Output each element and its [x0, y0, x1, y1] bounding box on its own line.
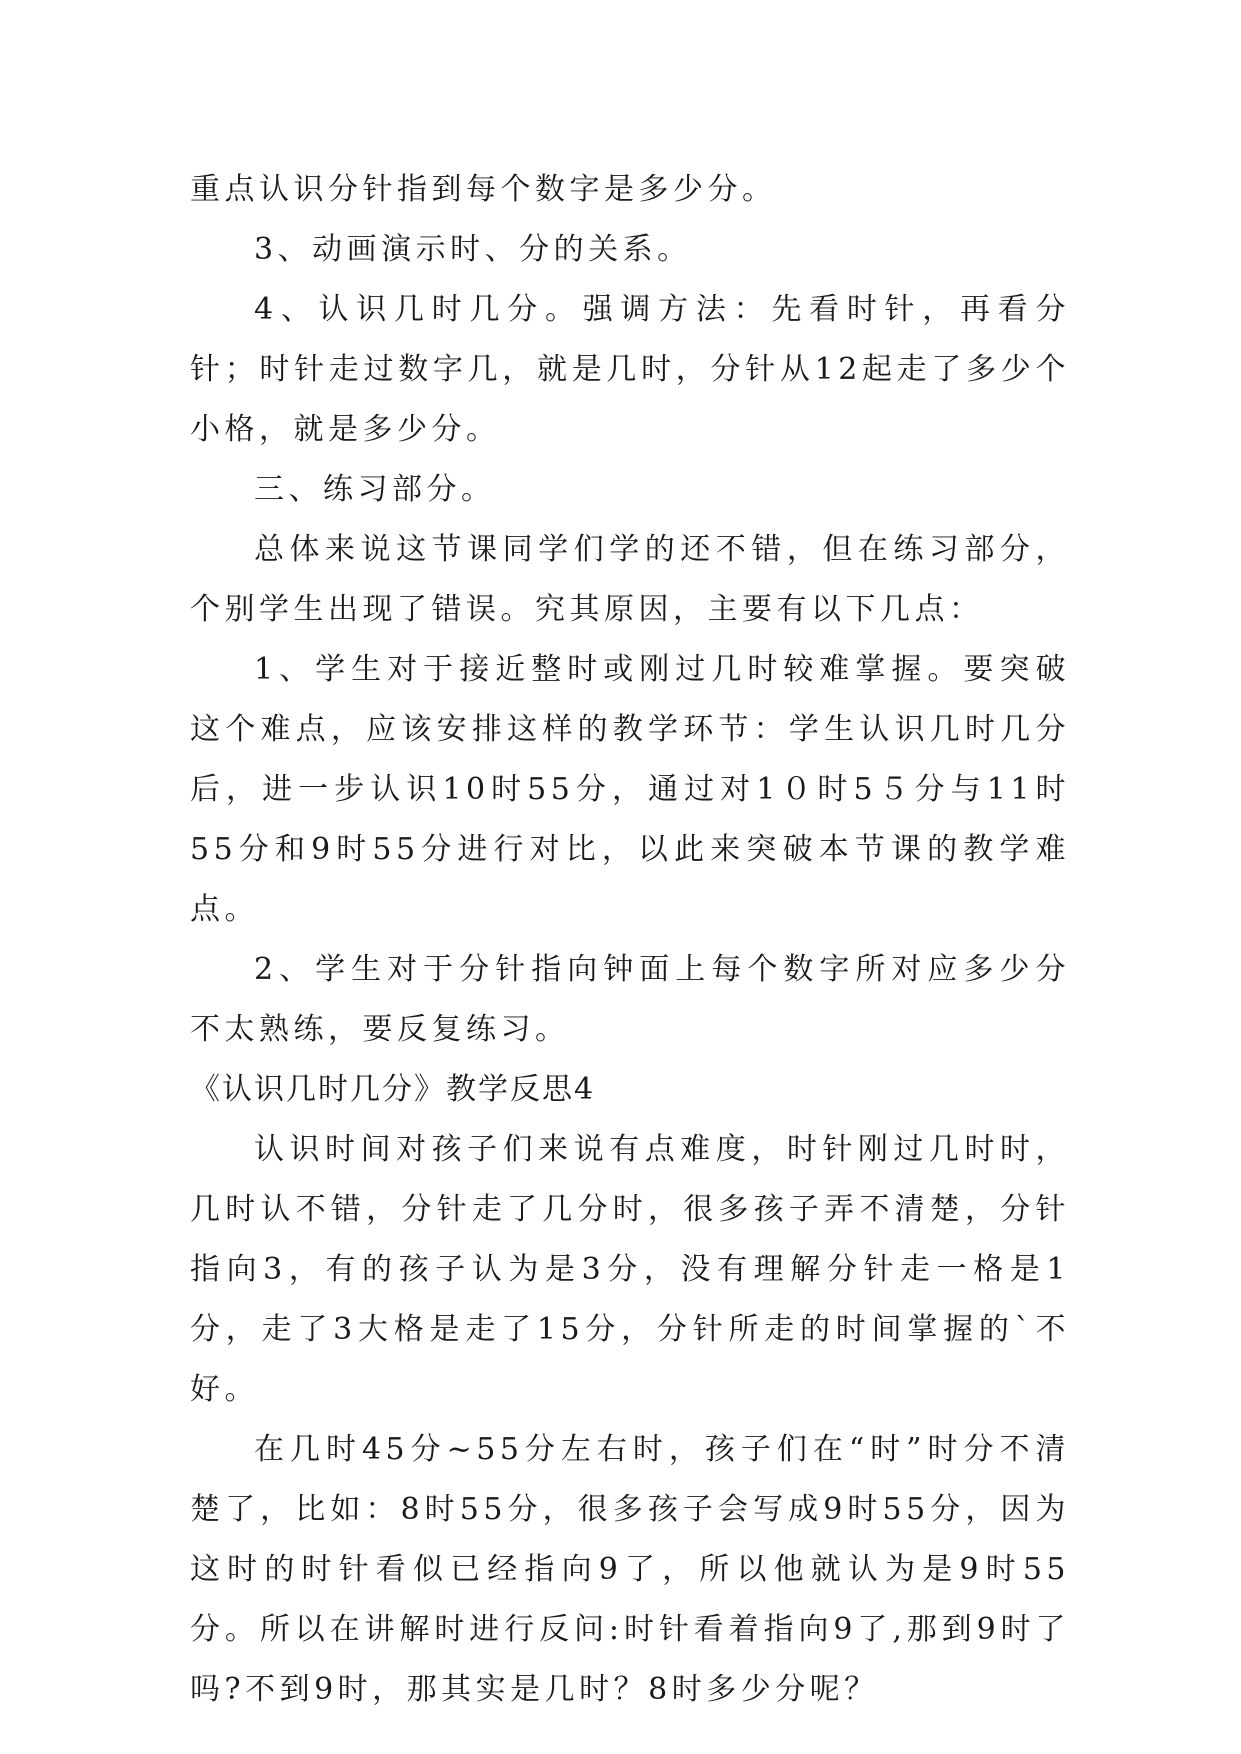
paragraph-1: 重点认识分针指到每个数字是多少分。 — [190, 172, 777, 207]
paragraph-2: 3、动画演示时、分的关系。 — [254, 232, 692, 267]
section-paragraph-2: 在几时45分~55分左右时，孩子们在“时”时分不清楚了，比如：8时55分，很多孩子会写成9时55分，因为这时的时针看似已经指向9了，所以他就认为是9时55分。所以在讲解时进行反问:时针看着指向9了,那到9时了吗?不到9时，那其实是几时？8时多少分呢？ — [190, 1432, 1070, 1707]
section-title: 《认识几时几分》教学反思4 — [190, 1072, 596, 1107]
paragraph-7: 2、学生对于分针指向钟面上每个数字所对应多少分不太熟练，要反复练习。 — [190, 952, 1070, 1047]
section-paragraph-1: 认识时间对孩子们来说有点难度，时针刚过几时时，几时认不错，分针走了几分时，很多孩子弄不清楚，分针指向3，有的孩子认为是3分，没有理解分针走一格是1分，走了3大格是走了15分，分针所走的时间掌握的`不好。 — [190, 1132, 1070, 1407]
paragraph-4: 三、练习部分。 — [254, 472, 496, 507]
paragraph-3: 4、认识几时几分。强调方法：先看时针，再看分针；时针走过数字几，就是几时，分针从12起走了多少个小格，就是多少分。 — [190, 292, 1070, 447]
paragraph-5: 总体来说这节课同学们学的还不错，但在练习部分，个别学生出现了错误。究其原因，主要有以下几点： — [190, 532, 1070, 627]
paragraph-6: 1、学生对于接近整时或刚过几时较难掌握。要突破这个难点，应该安排这样的教学环节：学生认识几时几分后，进一步认识10时55分，通过对1０时5５分与11时55分和9时55分进行对比，以此来突破本节课的教学难点。 — [190, 652, 1070, 927]
document-page — [190, 160, 1070, 1720]
